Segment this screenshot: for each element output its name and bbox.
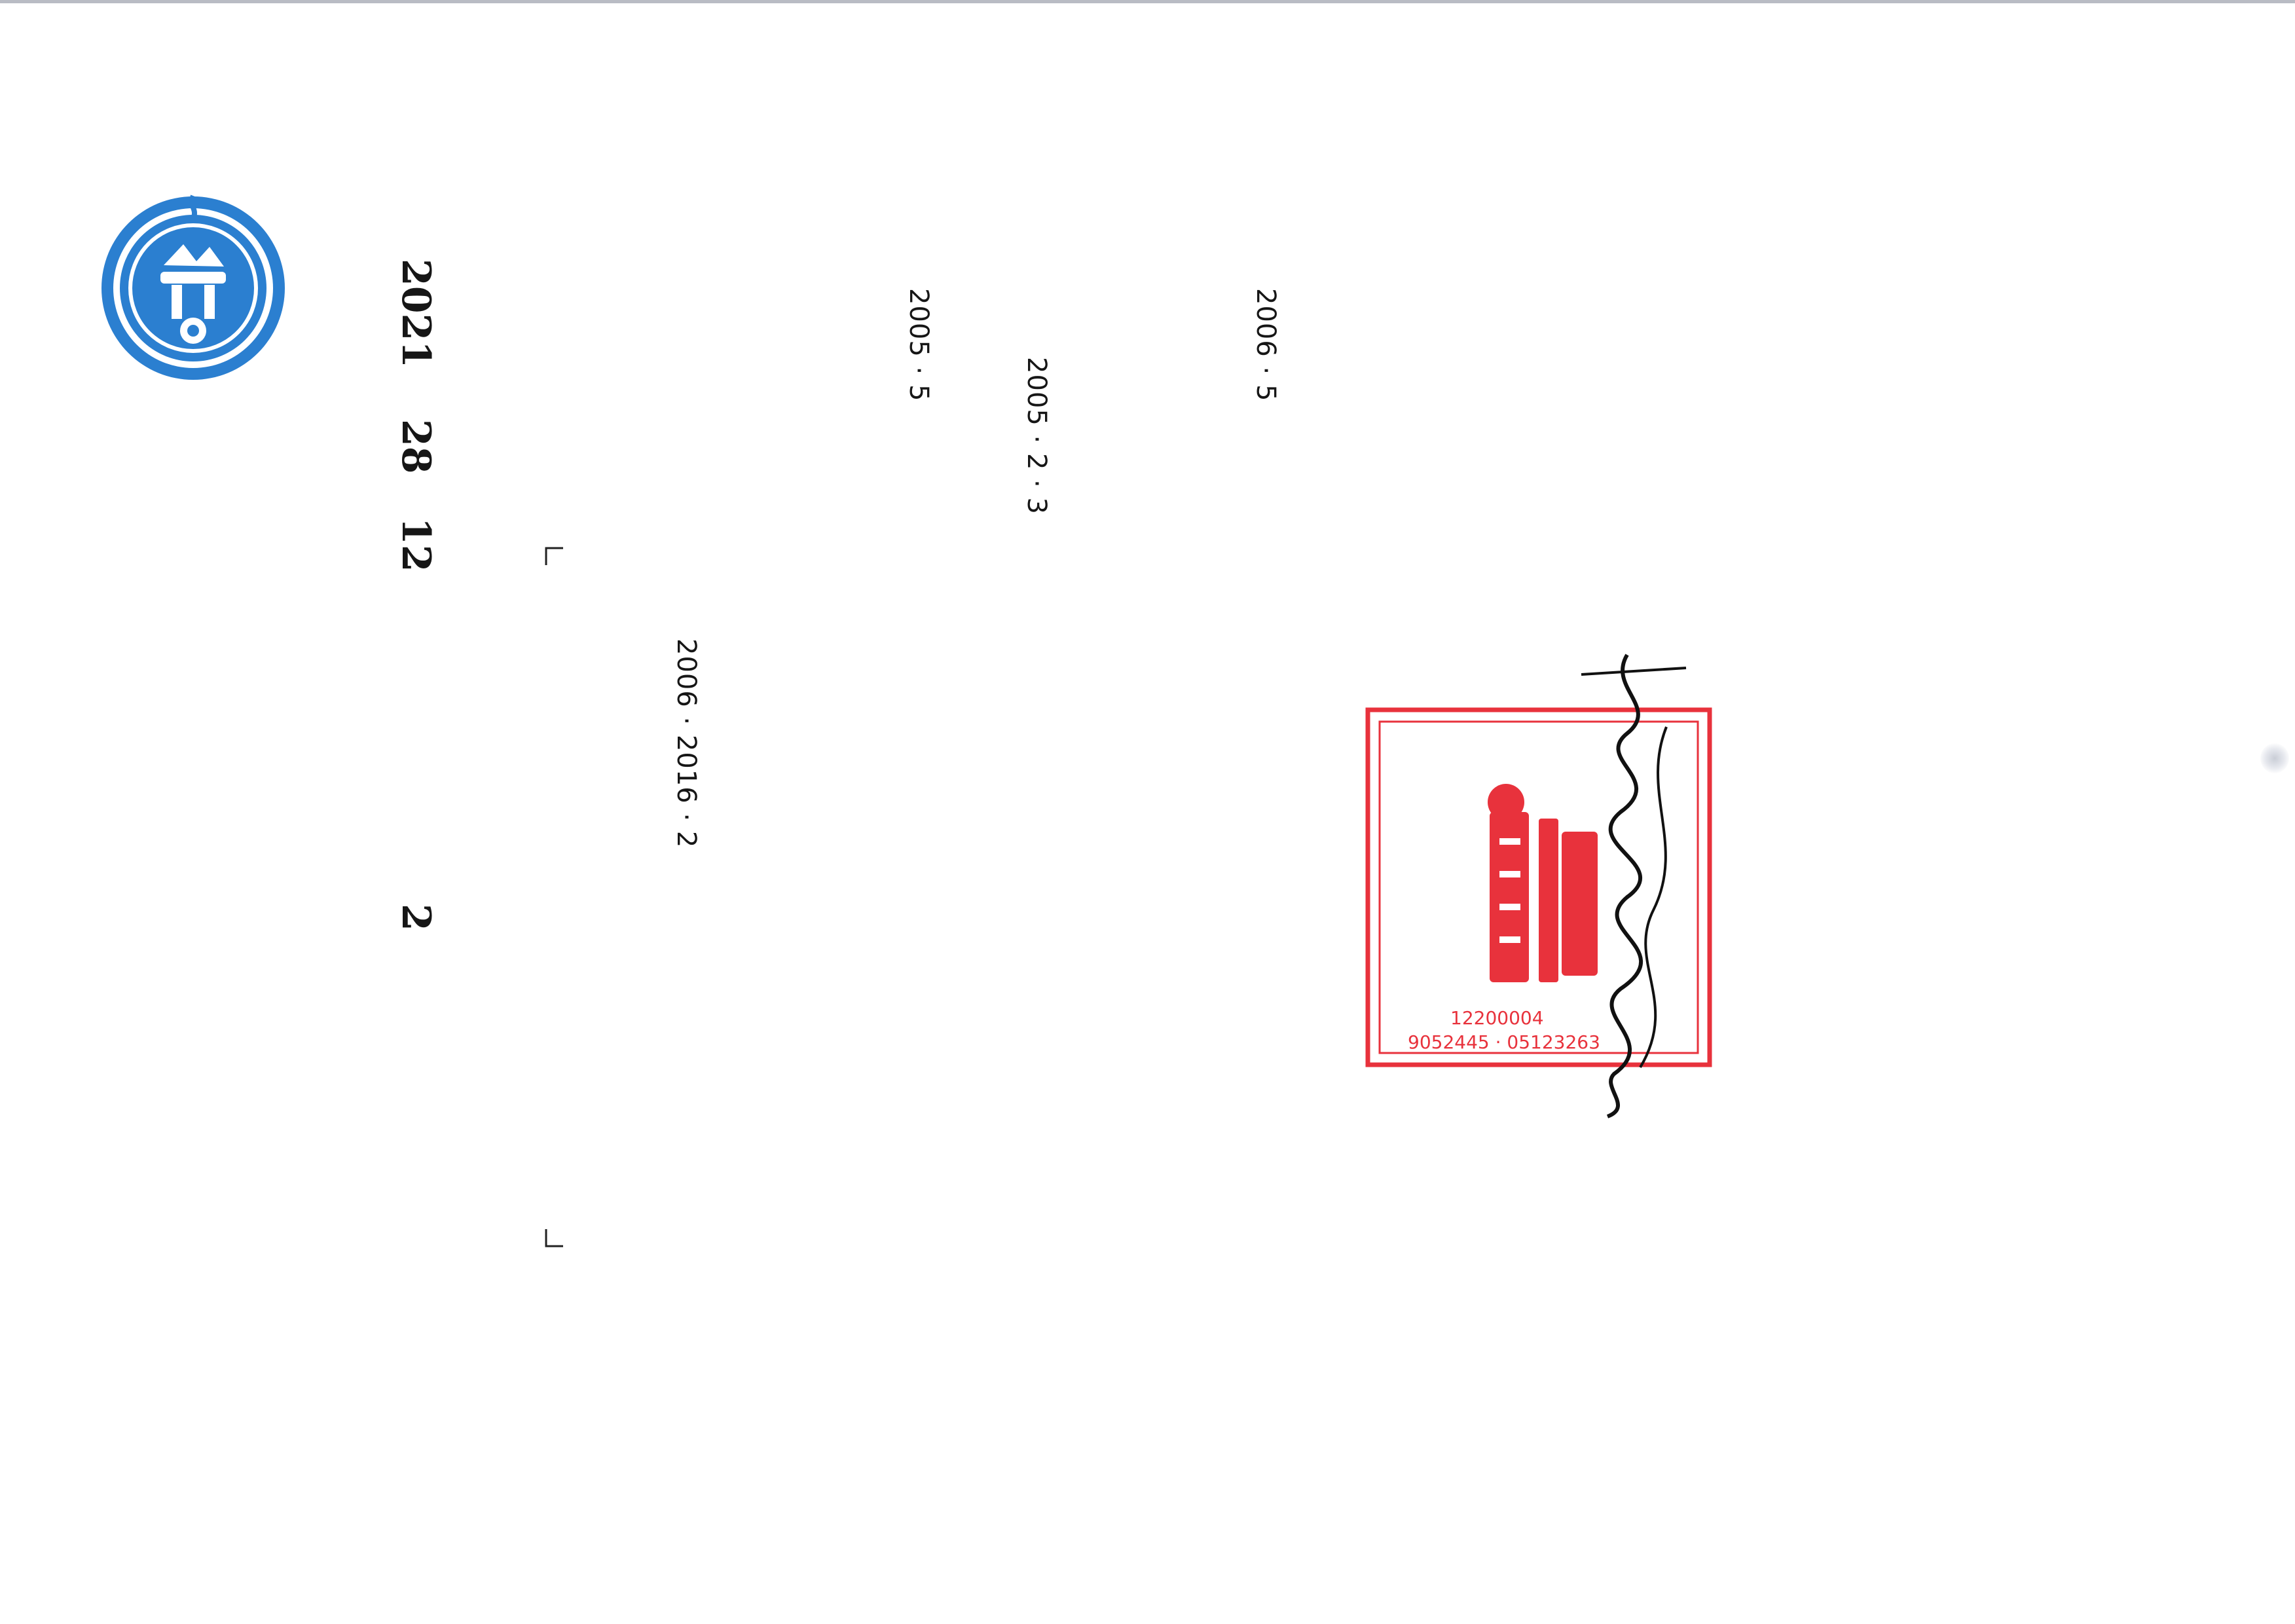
stamp-code-top: 12200004 xyxy=(1450,1007,1544,1029)
address-corner-mark-top xyxy=(545,547,564,566)
date-month: 12 xyxy=(393,517,439,572)
body-line: 2005 · 2 · 3 xyxy=(1021,357,1052,515)
address-corner-mark-bottom xyxy=(545,1228,564,1247)
date-year: 2021 xyxy=(393,259,439,368)
stamp-code-bottom: 9052445 · 05123263 xyxy=(1408,1031,1600,1053)
number-handwritten: 2 xyxy=(393,904,439,931)
body-line: 2006 · 2016 · 2 xyxy=(671,638,701,849)
scan-smudge xyxy=(2260,743,2289,773)
body-line: 2005 · 5 xyxy=(904,288,934,402)
date-day: 28 xyxy=(393,419,439,474)
handwritten-signature xyxy=(1529,648,1719,1120)
scan-edge xyxy=(0,0,2295,3)
state-emblem-icon xyxy=(98,193,288,383)
body-line: 2006 · 5 xyxy=(1251,288,1281,402)
